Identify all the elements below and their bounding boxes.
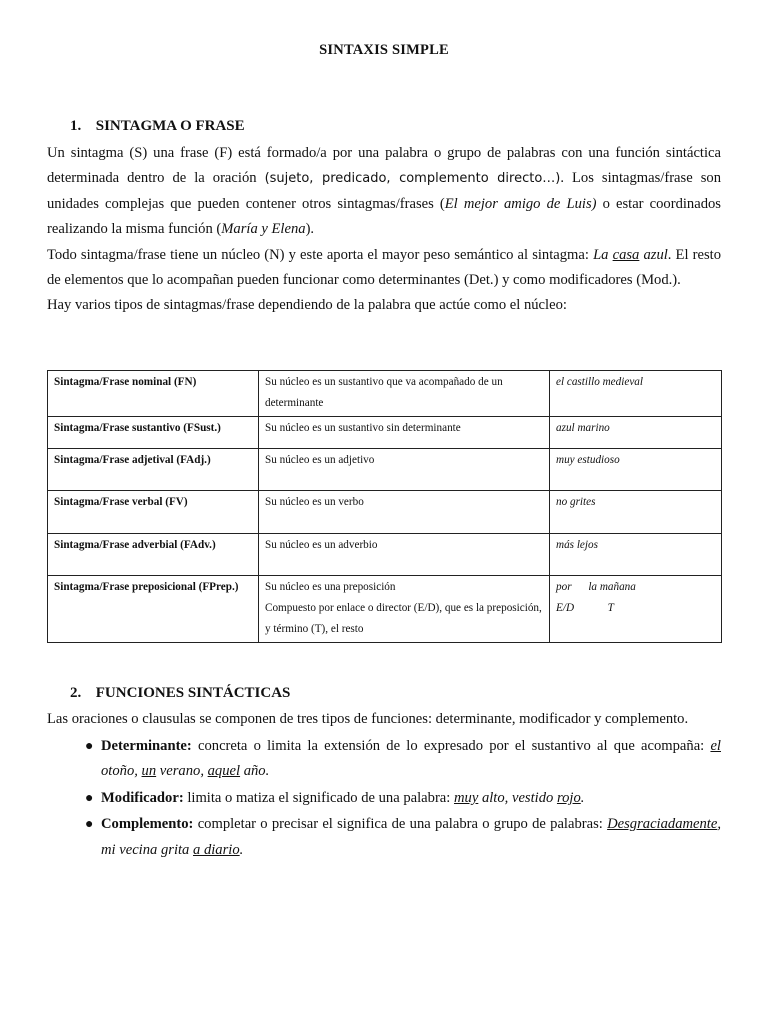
phrase-example: muy estudioso bbox=[550, 449, 722, 491]
table-row bbox=[48, 491, 722, 534]
section-2-heading bbox=[70, 685, 290, 702]
phrase-example bbox=[550, 576, 722, 643]
section-2-intro: Las oraciones o clausulas se componen de tres tipos de funciones: determinante, modificador y complemento. bbox=[47, 711, 689, 727]
bullet-icon: ● bbox=[85, 817, 94, 833]
table-row bbox=[48, 534, 722, 576]
phrase-description bbox=[259, 576, 550, 643]
phrase-description-line: Compuesto por enlace o director (E/D), que es la preposición, y término (T), el resto bbox=[265, 602, 542, 635]
example-nested: El mejor amigo de Luis) bbox=[444, 195, 597, 212]
phrase-name: Sintagma/Frase nominal (FN) bbox=[48, 371, 259, 417]
table-row bbox=[48, 417, 722, 449]
example-core-mod: azul bbox=[639, 246, 668, 263]
phrase-name: Sintagma/Frase adjetival (FAdj.) bbox=[48, 449, 259, 491]
phrase-name: Sintagma/Frase adverbial (FAdv.) bbox=[48, 534, 259, 576]
example-words: por la mañana bbox=[556, 581, 636, 593]
phrase-description: Su núcleo es un adjetivo bbox=[259, 449, 550, 491]
example-core-det: La bbox=[593, 246, 613, 263]
functions-list bbox=[47, 734, 721, 864]
section-1-title: SINTAGMA O FRASE bbox=[95, 118, 245, 134]
example-core-noun: casa bbox=[612, 246, 640, 263]
bullet-icon: ● bbox=[85, 790, 94, 806]
function-term: Modificador: bbox=[101, 789, 184, 806]
phrase-types-table bbox=[47, 370, 722, 643]
table-row bbox=[48, 449, 722, 491]
phrase-example: azul marino bbox=[550, 417, 722, 449]
phrase-name: Sintagma/Frase preposicional (FPrep.) bbox=[48, 576, 259, 643]
document-title: SINTAXIS SIMPLE bbox=[319, 42, 449, 58]
phrase-example: no grites bbox=[550, 491, 722, 534]
phrase-description: Su núcleo es un sustantivo que va acompañado de un determinante bbox=[259, 371, 550, 417]
phrase-name: Sintagma/Frase sustantivo (FSust.) bbox=[48, 417, 259, 449]
example-labels: E/D T bbox=[556, 602, 614, 614]
section-1-body bbox=[47, 141, 721, 319]
list-item: ● Determinante: concreta o limita la extensión de lo expresado por el sustantivo al que acompaña: el otoño, un verano, aquel año. bbox=[47, 734, 721, 785]
function-list: (sujeto, predicado, complemento directo…) bbox=[264, 171, 561, 187]
table-row bbox=[48, 576, 722, 643]
paragraph-2: Todo sintagma/frase tiene un núcleo (N) y este aporta el mayor peso semántico al sintagma: La casa azul. El resto de elementos que lo acompañan pueden funcionar como determinantes (Det.) y como modificadores (Mod.). bbox=[47, 246, 721, 289]
phrase-description: Su núcleo es un sustantivo sin determinante bbox=[259, 417, 550, 449]
table-row bbox=[48, 371, 722, 417]
phrase-description: Su núcleo es un verbo bbox=[259, 491, 550, 534]
example-coordinated: María y Elena bbox=[221, 221, 306, 238]
paragraph-1: Un sintagma (S) una frase (F) está formado/a por una palabra o grupo de palabras con una función sintáctica determinada dentro de la oración (sujeto, predicado, complemento directo…). Los sintagmas/frase son unidades complejas que pueden contener otros sintagmas/frases (El mejor amigo de Luis) o estar coordinados realizando la misma función (María y Elena). bbox=[47, 145, 721, 238]
list-item: ● Modificador: limita o matiza el significado de una palabra: muy alto, vestido rojo. bbox=[47, 786, 721, 811]
function-term: Determinante: bbox=[101, 738, 192, 754]
phrase-name: Sintagma/Frase verbal (FV) bbox=[48, 491, 259, 534]
phrase-example: el castillo medieval bbox=[550, 371, 722, 417]
paragraph-3: Hay varios tipos de sintagmas/frase dependiendo de la palabra que actúe como el núcleo: bbox=[47, 297, 567, 314]
phrase-example: más lejos bbox=[550, 534, 722, 576]
section-2-number: 2. bbox=[70, 685, 82, 701]
function-term: Complemento: bbox=[101, 816, 194, 833]
section-1-heading bbox=[70, 118, 245, 135]
phrase-description-line: Su núcleo es una preposición bbox=[265, 581, 396, 593]
section-1-number: 1. bbox=[70, 118, 82, 134]
section-2-title: FUNCIONES SINTÁCTICAS bbox=[95, 685, 291, 701]
phrase-description: Su núcleo es un adverbio bbox=[259, 534, 550, 576]
bullet-icon: ● bbox=[85, 739, 94, 754]
list-item: ● Complemento: completar o precisar el significa de una palabra o grupo de palabras: Desgraciadamente, mi vecina grita a diario. bbox=[47, 812, 721, 863]
